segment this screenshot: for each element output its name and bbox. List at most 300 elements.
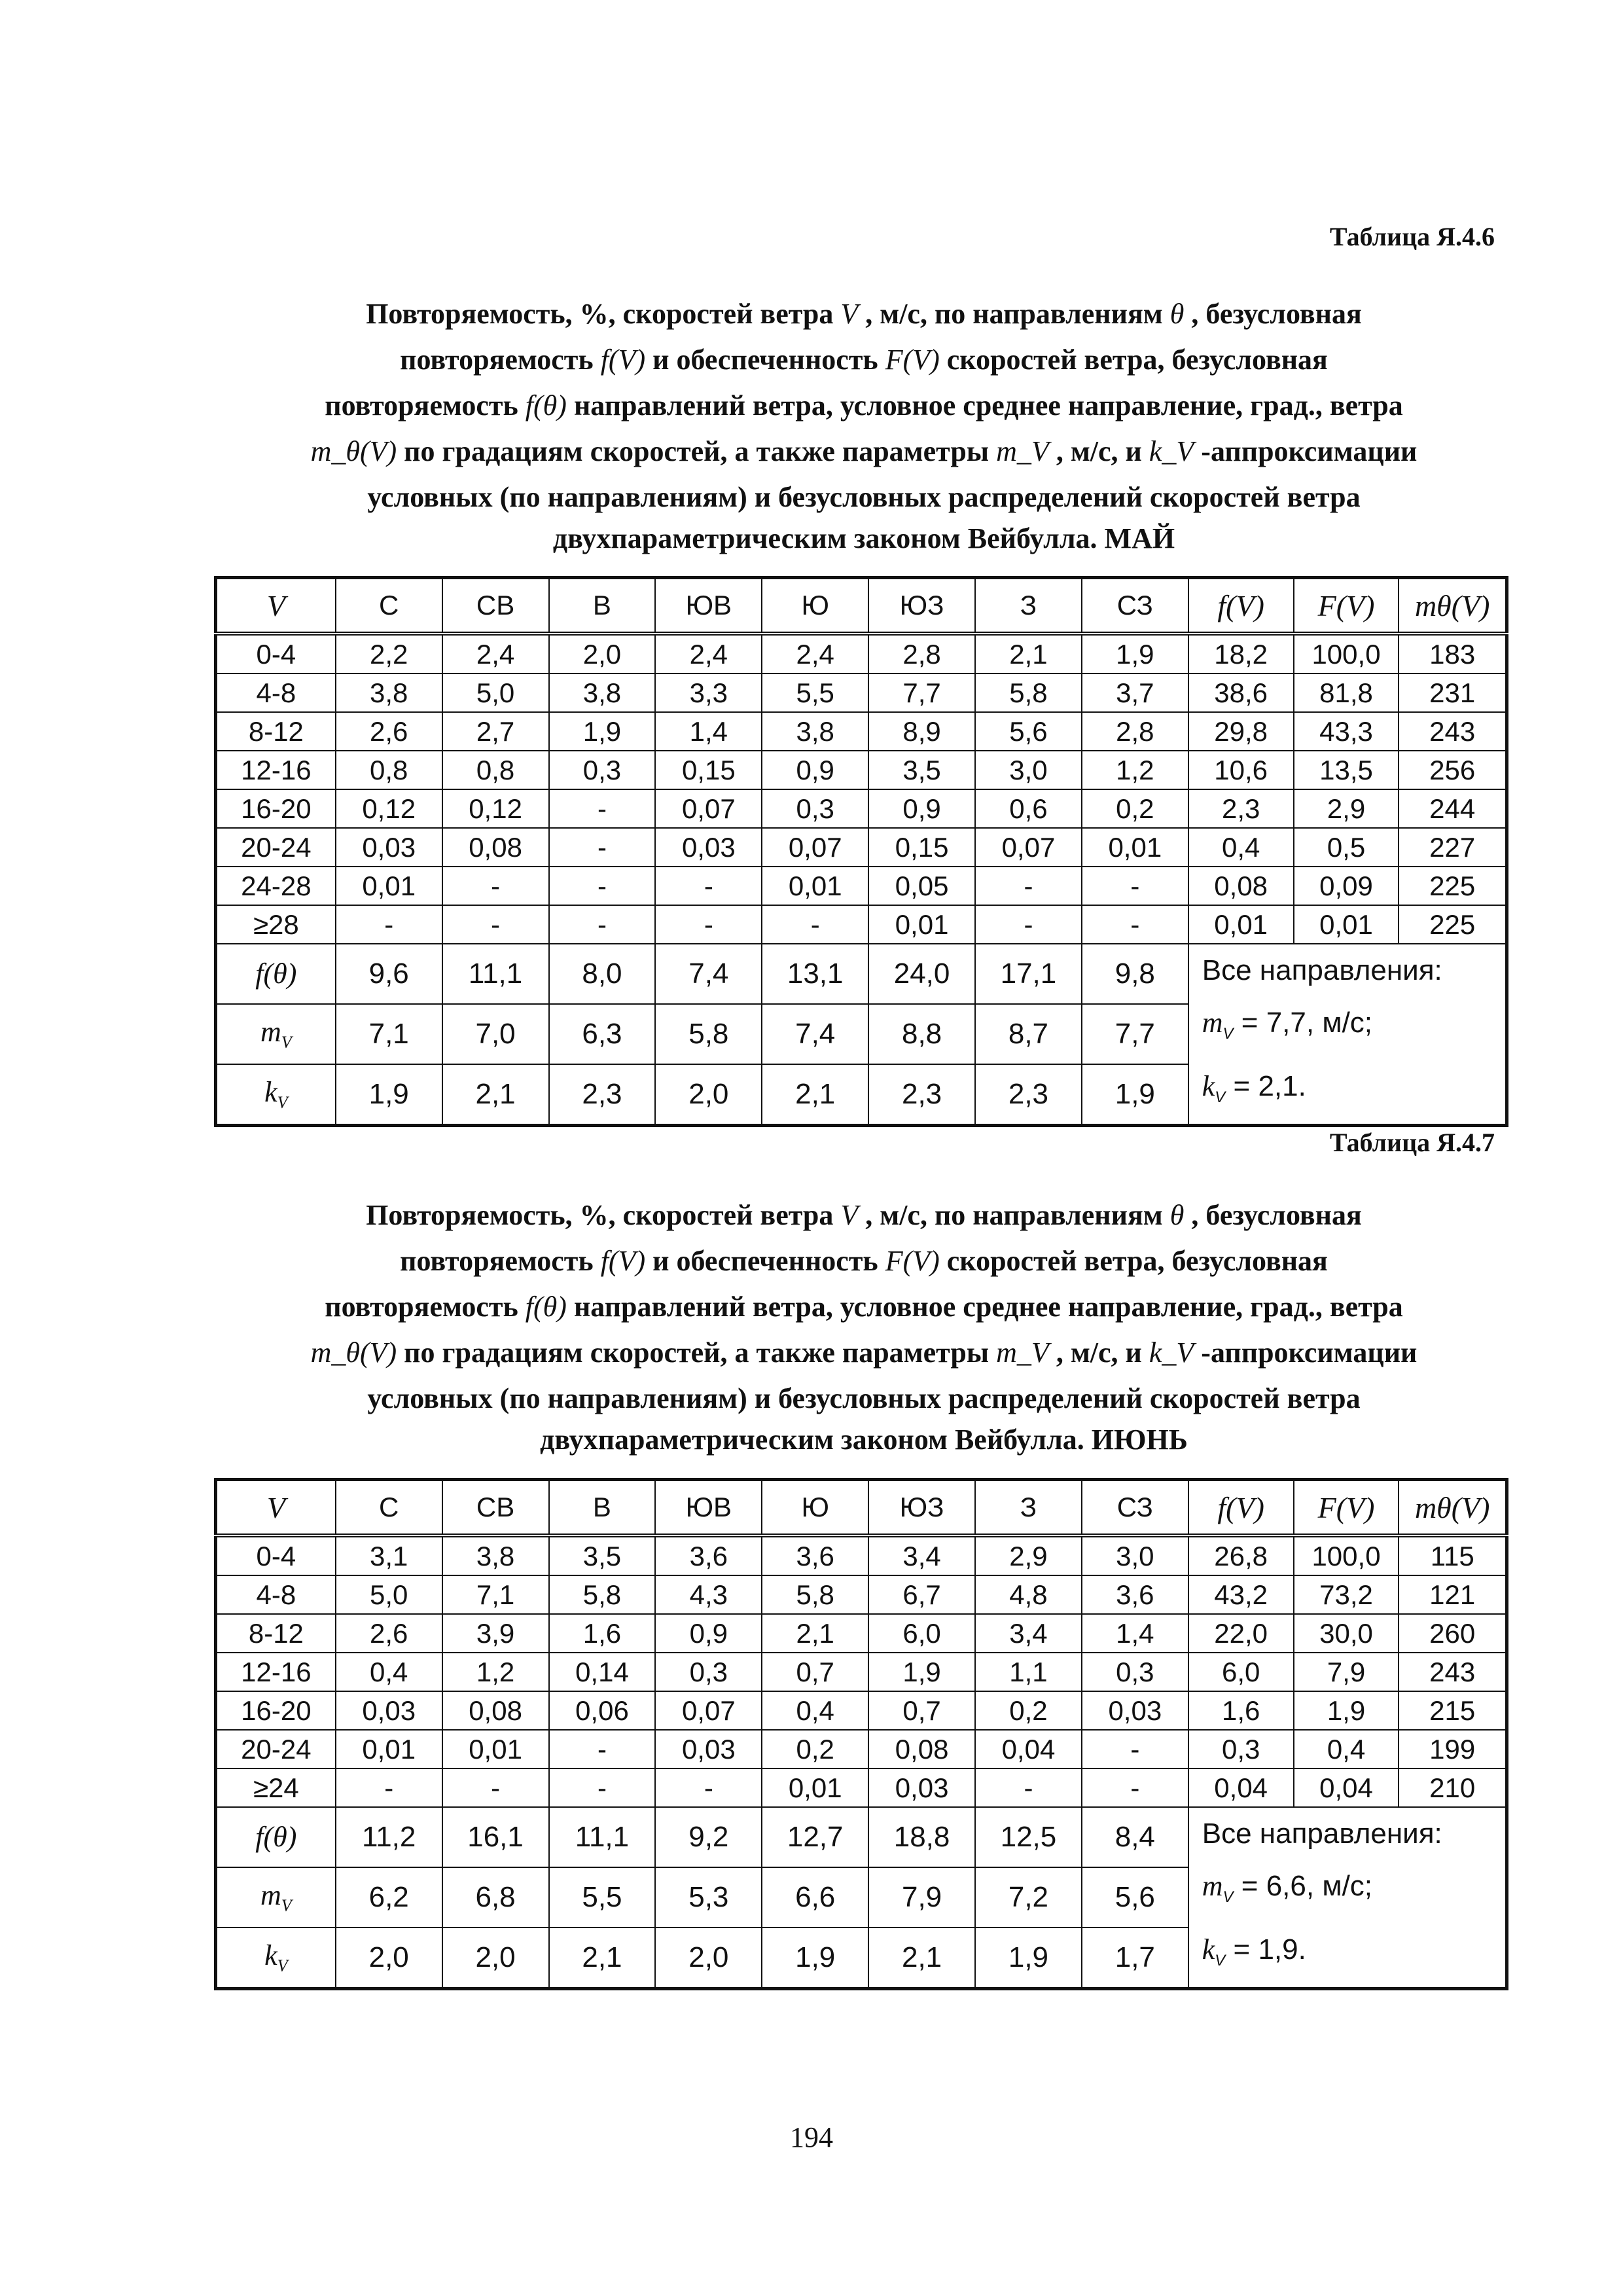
- table-cell: 0,9: [655, 1614, 762, 1653]
- table-cell: 0,2: [1082, 789, 1188, 828]
- table-cell: 0,3: [655, 1653, 762, 1691]
- table-cell: 7,1: [336, 1004, 442, 1064]
- table-cell: 1,6: [549, 1614, 656, 1653]
- table-cell: 20-24: [216, 1730, 336, 1768]
- table-cell: 260: [1399, 1614, 1507, 1653]
- table-cell: 12-16: [216, 1653, 336, 1691]
- header-cell: ЮЗ: [868, 1480, 975, 1536]
- table-cell: 0,4: [762, 1691, 868, 1730]
- table-cell: 11,2: [336, 1807, 442, 1867]
- table-cell: -: [549, 867, 656, 905]
- table-cell: 2,9: [975, 1535, 1082, 1575]
- caption-line: условных (по направлениям) и безусловных распределений скоростей ветра: [367, 1382, 1361, 1414]
- table-cell: 0,3: [1188, 1730, 1294, 1768]
- table-cell: 24,0: [868, 944, 975, 1004]
- table-cell: -: [655, 867, 762, 905]
- table-cell: 3,8: [549, 673, 656, 712]
- table-cell: 8,8: [868, 1004, 975, 1064]
- caption-line: повторяемость f(θ) направлений ветра, условное среднее направление, град., ветра: [325, 389, 1403, 422]
- table-cell: 24-28: [216, 867, 336, 905]
- summary-m: $m_V = 6,6$, м/с;: [1202, 1870, 1373, 1906]
- table-cell: 2,0: [655, 1064, 762, 1126]
- table-cell: 5,0: [336, 1575, 442, 1614]
- table-cell: 6,8: [442, 1867, 549, 1928]
- caption-line: повторяемость f(V) и обеспеченность F(V) скоростей ветра, безусловная: [400, 344, 1328, 376]
- table-cell: 3,9: [442, 1614, 549, 1653]
- table-cell: 1,9: [868, 1653, 975, 1691]
- summary-cell: [1188, 944, 1507, 1125]
- table-row: [216, 905, 1507, 944]
- table-cell: 0,01: [1294, 905, 1399, 944]
- table-cell: 12-16: [216, 751, 336, 789]
- table-cell: 0,4: [1294, 1730, 1399, 1768]
- table-cell: 0,7: [868, 1691, 975, 1730]
- table-cell: 225: [1399, 867, 1507, 905]
- table-cell: 0,8: [336, 751, 442, 789]
- table-cell: 7,1: [442, 1575, 549, 1614]
- table-cell: 183: [1399, 634, 1507, 673]
- table-cell: 2,7: [442, 712, 549, 751]
- table-cell: 3,4: [975, 1614, 1082, 1653]
- table-cell: 5,5: [549, 1867, 656, 1928]
- table-cell: ≥24: [216, 1768, 336, 1807]
- table-cell: 0,07: [762, 828, 868, 867]
- table-cell: 2,4: [762, 634, 868, 673]
- table-cell: 0,01: [336, 867, 442, 905]
- table-cell: 0,01: [1188, 905, 1294, 944]
- table-cell: 1,9: [975, 1928, 1082, 1989]
- table-cell: 2,9: [1294, 789, 1399, 828]
- caption-line: двухпараметрическим законом Вейбулла. ИЮНЬ: [540, 1424, 1188, 1456]
- caption-line: повторяемость f(V) и обеспеченность F(V) скоростей ветра, безусловная: [400, 1245, 1328, 1277]
- stat-label: $m_V$: [216, 1004, 336, 1064]
- table-cell: 6,6: [762, 1867, 868, 1928]
- table-cell: 1,2: [442, 1653, 549, 1691]
- table-cell: 0,14: [549, 1653, 656, 1691]
- caption-line: условных (по направлениям) и безусловных распределений скоростей ветра: [367, 481, 1361, 513]
- table-cell: 2,1: [975, 634, 1082, 673]
- table-cell: 3,7: [1082, 673, 1188, 712]
- table-cell: 17,1: [975, 944, 1082, 1004]
- table-cell: 73,2: [1294, 1575, 1399, 1614]
- table-cell: 256: [1399, 751, 1507, 789]
- table-cell: 2,1: [868, 1928, 975, 1989]
- table-cell: 0-4: [216, 634, 336, 673]
- table-cell: 5,8: [549, 1575, 656, 1614]
- table-cell: 3,8: [336, 673, 442, 712]
- table-cell: 210: [1399, 1768, 1507, 1807]
- table-cell: 231: [1399, 673, 1507, 712]
- table-cell: 9,2: [655, 1807, 762, 1867]
- table-cell: 199: [1399, 1730, 1507, 1768]
- table-cell: 2,1: [762, 1064, 868, 1126]
- table-cell: 7,2: [975, 1867, 1082, 1928]
- table-cell: 1,9: [762, 1928, 868, 1989]
- header-cell: mθ(V): [1399, 578, 1507, 634]
- table-cell: 2,8: [1082, 712, 1188, 751]
- table-cell: 0,01: [1082, 828, 1188, 867]
- table-row: [216, 1653, 1507, 1691]
- table-cell: 1,9: [549, 712, 656, 751]
- table-cell: 0,07: [655, 789, 762, 828]
- header-cell: СЗ: [1082, 578, 1188, 634]
- header-cell: ЮВ: [655, 578, 762, 634]
- table-cell: 0,03: [655, 1730, 762, 1768]
- stat-row-f-theta: [216, 944, 1507, 1004]
- table-cell: 6,0: [868, 1614, 975, 1653]
- table-cell: 16-20: [216, 1691, 336, 1730]
- table-cell: 0,01: [762, 867, 868, 905]
- table-cell: 7,7: [868, 673, 975, 712]
- table-cell: 7,4: [655, 944, 762, 1004]
- table-cell: 0,8: [442, 751, 549, 789]
- table-cell: 1,2: [1082, 751, 1188, 789]
- table-cell: 0,06: [549, 1691, 656, 1730]
- table-cell: 0,01: [762, 1768, 868, 1807]
- table-cell: 2,3: [868, 1064, 975, 1126]
- table-cell: 0,08: [868, 1730, 975, 1768]
- caption-line: двухпараметрическим законом Вейбулла. МАЙ: [552, 522, 1175, 554]
- header-row: [216, 1480, 1507, 1536]
- table-cell: 2,1: [762, 1614, 868, 1653]
- table-cell: -: [1082, 905, 1188, 944]
- header-cell: F(V): [1294, 578, 1399, 634]
- header-row: [216, 578, 1507, 634]
- caption-line: Повторяемость, %, скоростей ветра V , м/с, по направлениям θ , безусловная: [366, 298, 1362, 330]
- table-cell: 2,1: [549, 1928, 656, 1989]
- table-cell: 115: [1399, 1535, 1507, 1575]
- header-cell: ЮВ: [655, 1480, 762, 1536]
- table-row: [216, 1614, 1507, 1653]
- table-cell: 43,2: [1188, 1575, 1294, 1614]
- table-cell: 29,8: [1188, 712, 1294, 751]
- table-cell: 3,8: [762, 712, 868, 751]
- table-cell: 0,08: [1188, 867, 1294, 905]
- table-cell: 100,0: [1294, 634, 1399, 673]
- header-cell: В: [549, 1480, 656, 1536]
- table-cell: -: [442, 867, 549, 905]
- table-cell: 2,3: [975, 1064, 1082, 1126]
- table-cell: -: [336, 905, 442, 944]
- stat-label: $m_V$: [216, 1867, 336, 1928]
- table-cell: 4-8: [216, 673, 336, 712]
- table-cell: 0,05: [868, 867, 975, 905]
- table-cell: 0,08: [442, 828, 549, 867]
- table-cell: 8-12: [216, 1614, 336, 1653]
- page-number: 194: [790, 2121, 833, 2153]
- header-cell: З: [975, 1480, 1082, 1536]
- table-cell: 0,3: [762, 789, 868, 828]
- table-cell: 2,0: [655, 1928, 762, 1989]
- table-cell: 6,2: [336, 1867, 442, 1928]
- table-cell: 7,0: [442, 1004, 549, 1064]
- table-cell: 1,1: [975, 1653, 1082, 1691]
- table-cell: 18,8: [868, 1807, 975, 1867]
- table-cell: 2,4: [655, 634, 762, 673]
- table-cell: 1,9: [1082, 634, 1188, 673]
- table-cell: 5,3: [655, 1867, 762, 1928]
- table-cell: 4,8: [975, 1575, 1082, 1614]
- table-cell: 20-24: [216, 828, 336, 867]
- header-cell: f(V): [1188, 578, 1294, 634]
- header-cell: Ю: [762, 578, 868, 634]
- table-row: [216, 867, 1507, 905]
- table-cell: 0,07: [975, 828, 1082, 867]
- table-cell: 5,5: [762, 673, 868, 712]
- table-cell: 6,3: [549, 1004, 656, 1064]
- table-cell: 3,0: [975, 751, 1082, 789]
- wind-table-may: [214, 576, 1508, 1127]
- table-cell: 16,1: [442, 1807, 549, 1867]
- summary-title: Все направления:: [1202, 1818, 1442, 1850]
- table-cell: 43,3: [1294, 712, 1399, 751]
- table-cell: 0,12: [442, 789, 549, 828]
- table-cell: -: [549, 1768, 656, 1807]
- caption-line: повторяемость f(θ) направлений ветра, условное среднее направление, град., ветра: [325, 1291, 1403, 1323]
- table-cell: 3,3: [655, 673, 762, 712]
- table-row: [216, 1691, 1507, 1730]
- header-cell: С: [336, 578, 442, 634]
- table-cell: ≥28: [216, 905, 336, 944]
- table-cell: 2,0: [549, 634, 656, 673]
- summary-title: Все направления:: [1202, 954, 1442, 986]
- table-cell: 8,7: [975, 1004, 1082, 1064]
- table-cell: 0,5: [1294, 828, 1399, 867]
- table-cell: 3,6: [1082, 1575, 1188, 1614]
- table-cell: 0,4: [1188, 828, 1294, 867]
- table-cell: 2,6: [336, 712, 442, 751]
- table-cell: 0,01: [868, 905, 975, 944]
- table-cell: 1,4: [655, 712, 762, 751]
- table-cell: 8,4: [1082, 1807, 1188, 1867]
- table-cell: 0,2: [975, 1691, 1082, 1730]
- table-cell: 8,9: [868, 712, 975, 751]
- table-cell: 2,4: [442, 634, 549, 673]
- table-cell: 16-20: [216, 789, 336, 828]
- table-cell: 0,15: [868, 828, 975, 867]
- header-cell: mθ(V): [1399, 1480, 1507, 1536]
- stat-label: $k_V$: [216, 1064, 336, 1126]
- table-cell: 121: [1399, 1575, 1507, 1614]
- header-cell: СЗ: [1082, 1480, 1188, 1536]
- table-cell: 2,6: [336, 1614, 442, 1653]
- table-cell: 7,9: [1294, 1653, 1399, 1691]
- table-cell: 243: [1399, 1653, 1507, 1691]
- table-row: [216, 1768, 1507, 1807]
- table-cell: 244: [1399, 789, 1507, 828]
- table-cell: 0,03: [655, 828, 762, 867]
- table-cell: 0,4: [336, 1653, 442, 1691]
- table-cell: 22,0: [1188, 1614, 1294, 1653]
- table-cell: 1,4: [1082, 1614, 1188, 1653]
- table-cell: 7,7: [1082, 1004, 1188, 1064]
- table-cell: 3,8: [442, 1535, 549, 1575]
- table-cell: 0,7: [762, 1653, 868, 1691]
- table-cell: 0-4: [216, 1535, 336, 1575]
- table-cell: 0,2: [762, 1730, 868, 1768]
- table-cell: 10,6: [1188, 751, 1294, 789]
- table-cell: 1,6: [1188, 1691, 1294, 1730]
- header-cell: V: [216, 578, 336, 634]
- header-cell: СВ: [442, 1480, 549, 1536]
- summary-k: $k_V = 1,9$.: [1202, 1933, 1306, 1969]
- header-cell: ЮЗ: [868, 578, 975, 634]
- table-cell: 0,04: [1294, 1768, 1399, 1807]
- table-cell: 12,7: [762, 1807, 868, 1867]
- stat-label: $k_V$: [216, 1928, 336, 1989]
- table-cell: 13,5: [1294, 751, 1399, 789]
- table-cell: -: [655, 1768, 762, 1807]
- table-cell: 0,08: [442, 1691, 549, 1730]
- table-cell: -: [975, 905, 1082, 944]
- header-cell: С: [336, 1480, 442, 1536]
- table-cell: 227: [1399, 828, 1507, 867]
- table-cell: 4-8: [216, 1575, 336, 1614]
- table-cell: 5,8: [762, 1575, 868, 1614]
- table-cell: 0,6: [975, 789, 1082, 828]
- table-cell: 0,04: [975, 1730, 1082, 1768]
- header-cell: V: [216, 1480, 336, 1536]
- table-cell: 12,5: [975, 1807, 1082, 1867]
- table-label: Таблица Я.4.7: [1329, 1128, 1495, 1157]
- table-cell: 13,1: [762, 944, 868, 1004]
- header-cell: СВ: [442, 578, 549, 634]
- table-cell: 11,1: [549, 1807, 656, 1867]
- table-cell: -: [549, 828, 656, 867]
- table-cell: -: [1082, 1768, 1188, 1807]
- table-cell: 0,3: [1082, 1653, 1188, 1691]
- caption-line: Повторяемость, %, скоростей ветра V , м/с, по направлениям θ , безусловная: [366, 1199, 1362, 1231]
- table-cell: 0,01: [442, 1730, 549, 1768]
- table-cell: -: [442, 1768, 549, 1807]
- stat-label: f(θ): [216, 1807, 336, 1867]
- table-cell: 3,1: [336, 1535, 442, 1575]
- table-cell: 8-12: [216, 712, 336, 751]
- table-cell: 3,4: [868, 1535, 975, 1575]
- table-cell: 11,1: [442, 944, 549, 1004]
- table-cell: 9,6: [336, 944, 442, 1004]
- table-cell: 0,03: [868, 1768, 975, 1807]
- table-cell: -: [549, 905, 656, 944]
- table-cell: 0,3: [549, 751, 656, 789]
- table-cell: 215: [1399, 1691, 1507, 1730]
- table-cell: 0,09: [1294, 867, 1399, 905]
- summary-m: $m_V = 7,7$, м/с;: [1202, 1007, 1373, 1043]
- table-cell: 6,7: [868, 1575, 975, 1614]
- table-cell: 1,7: [1082, 1928, 1188, 1989]
- wind-table-june: [214, 1478, 1508, 1990]
- table-cell: 2,3: [1188, 789, 1294, 828]
- table-cell: 8,0: [549, 944, 656, 1004]
- table-row: [216, 751, 1507, 789]
- table-cell: 0,07: [655, 1691, 762, 1730]
- table-cell: -: [442, 905, 549, 944]
- header-cell: З: [975, 578, 1082, 634]
- header-cell: f(V): [1188, 1480, 1294, 1536]
- caption-line: m_θ(V) по градациям скоростей, а также параметры m_V , м/с, и k_V -аппроксимации: [310, 1336, 1418, 1369]
- table-cell: 1,9: [1294, 1691, 1399, 1730]
- table-cell: 7,9: [868, 1867, 975, 1928]
- table-cell: 3,6: [762, 1535, 868, 1575]
- table-cell: 26,8: [1188, 1535, 1294, 1575]
- table-cell: 5,6: [1082, 1867, 1188, 1928]
- table-cell: 9,8: [1082, 944, 1188, 1004]
- table-row: [216, 634, 1507, 673]
- table-cell: 0,03: [336, 1691, 442, 1730]
- table-cell: 2,1: [442, 1064, 549, 1126]
- stat-label: f(θ): [216, 944, 336, 1004]
- table-cell: 0,03: [336, 828, 442, 867]
- table-cell: 2,2: [336, 634, 442, 673]
- table-cell: 225: [1399, 905, 1507, 944]
- table-cell: 0,15: [655, 751, 762, 789]
- header-cell: F(V): [1294, 1480, 1399, 1536]
- table-cell: 3,5: [549, 1535, 656, 1575]
- table-caption: [216, 291, 1512, 557]
- table-cell: -: [1082, 867, 1188, 905]
- table-cell: 3,5: [868, 751, 975, 789]
- table-cell: 2,0: [442, 1928, 549, 1989]
- table-cell: 38,6: [1188, 673, 1294, 712]
- table-cell: -: [655, 905, 762, 944]
- table-caption: [216, 1193, 1512, 1458]
- table-cell: 1,9: [1082, 1064, 1188, 1126]
- table-row: [216, 1730, 1507, 1768]
- table-row: [216, 1535, 1507, 1575]
- table-cell: -: [975, 867, 1082, 905]
- table-cell: 81,8: [1294, 673, 1399, 712]
- table-cell: 1,9: [336, 1064, 442, 1126]
- summary-cell: [1188, 1807, 1507, 1988]
- table-cell: 6,0: [1188, 1653, 1294, 1691]
- table-cell: 0,9: [868, 789, 975, 828]
- table-row: [216, 789, 1507, 828]
- table-cell: 30,0: [1294, 1614, 1399, 1653]
- header-cell: В: [549, 578, 656, 634]
- table-label: Таблица Я.4.6: [1329, 222, 1495, 251]
- table-cell: 18,2: [1188, 634, 1294, 673]
- table-cell: -: [1082, 1730, 1188, 1768]
- table-row: [216, 828, 1507, 867]
- table-cell: -: [549, 789, 656, 828]
- summary-k: $k_V = 2,1$.: [1202, 1069, 1306, 1106]
- table-row: [216, 1575, 1507, 1614]
- caption-line: m_θ(V) по градациям скоростей, а также параметры m_V , м/с, и k_V -аппроксимации: [310, 435, 1418, 467]
- table-cell: -: [549, 1730, 656, 1768]
- table-row: [216, 712, 1507, 751]
- table-cell: 5,8: [655, 1004, 762, 1064]
- stat-row-f-theta: [216, 1807, 1507, 1867]
- table-cell: 7,4: [762, 1004, 868, 1064]
- table-cell: 2,8: [868, 634, 975, 673]
- table-cell: 3,0: [1082, 1535, 1188, 1575]
- table-row: [216, 673, 1507, 712]
- table-cell: 5,6: [975, 712, 1082, 751]
- table-cell: 3,6: [655, 1535, 762, 1575]
- table-cell: 0,01: [336, 1730, 442, 1768]
- table-cell: 0,12: [336, 789, 442, 828]
- table-cell: 4,3: [655, 1575, 762, 1614]
- table-cell: -: [762, 905, 868, 944]
- table-cell: 0,03: [1082, 1691, 1188, 1730]
- table-cell: 2,3: [549, 1064, 656, 1126]
- table-cell: 5,8: [975, 673, 1082, 712]
- table-cell: -: [336, 1768, 442, 1807]
- table-cell: 0,9: [762, 751, 868, 789]
- table-cell: -: [975, 1768, 1082, 1807]
- table-cell: 2,0: [336, 1928, 442, 1989]
- table-cell: 100,0: [1294, 1535, 1399, 1575]
